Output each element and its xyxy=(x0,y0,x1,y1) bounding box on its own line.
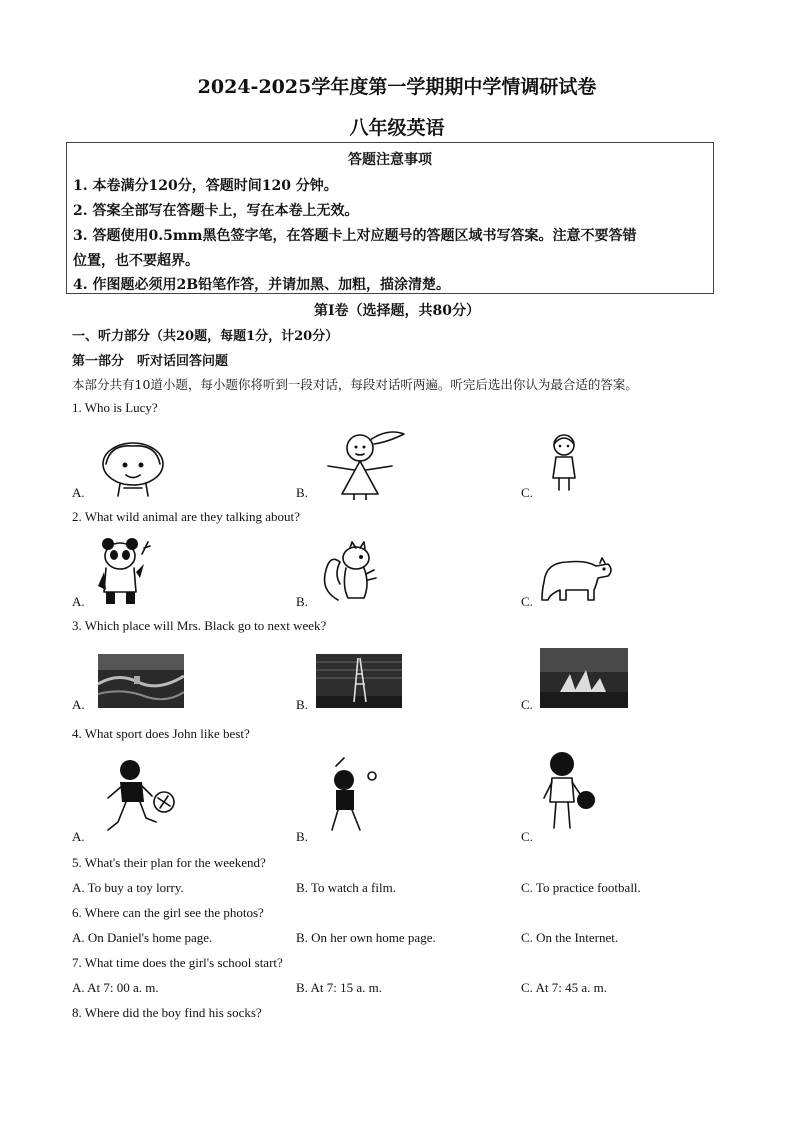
q2-option-b: B. xyxy=(296,594,308,609)
baseball-boy-icon xyxy=(322,756,382,838)
panda-icon xyxy=(96,536,152,606)
q4-option-b: B. xyxy=(296,829,308,844)
q2-option-a: A. xyxy=(72,594,85,609)
q5-option-c: C. To practice football. xyxy=(521,880,641,895)
great-wall-photo xyxy=(98,654,184,708)
q1-option-c: C. xyxy=(521,485,533,500)
q7-option-b: B. At 7: 15 a. m. xyxy=(296,980,382,995)
notice-rule-3: 3. 答题使用0.5mm黑色签字笔，在答题卡上对应题号的答题区域书写答案。注意不要答错 xyxy=(73,228,637,244)
question-3: 3. Which place will Mrs. Black go to next week? xyxy=(72,618,327,633)
girl-face-icon xyxy=(98,440,168,498)
q5-option-b: B. To watch a film. xyxy=(296,880,396,895)
question-5: 5. What's their plan for the weekend? xyxy=(72,855,266,870)
q3-option-c: C. xyxy=(521,697,533,712)
question-4: 4. What sport does John like best? xyxy=(72,726,250,741)
q3-option-b: B. xyxy=(296,697,308,712)
exam-subtitle: 八年级英语 xyxy=(349,117,445,139)
question-2: 2. What wild animal are they talking about? xyxy=(72,509,300,524)
q7-option-a: A. At 7: 00 a. m. xyxy=(72,980,159,995)
q2-option-c: C. xyxy=(521,594,533,609)
question-6: 6. Where can the girl see the photos? xyxy=(72,905,264,920)
instructions: 本部分共有10道小题，每小题你将听到一段对话，每段对话听两遍。听完后选出你认为最合适的答案。 xyxy=(72,377,638,392)
squirrel-icon xyxy=(320,540,382,604)
notice-heading: 答题注意事项 xyxy=(348,152,432,168)
q6-option-a: A. On Daniel's home page. xyxy=(72,930,213,945)
basketball-boy-icon xyxy=(540,750,600,836)
notice-box xyxy=(66,142,714,294)
q1-option-a: A. xyxy=(72,485,85,500)
q7-option-c: C. At 7: 45 a. m. xyxy=(521,980,607,995)
question-1: 1. Who is Lucy? xyxy=(72,400,158,415)
small-girl-icon xyxy=(546,432,582,494)
bear-icon xyxy=(538,554,616,602)
subsection-title: 第一部分 听对话回答问题 xyxy=(72,354,229,369)
question-7: 7. What time does the girl's school start? xyxy=(72,955,283,970)
football-boy-icon xyxy=(100,758,178,838)
q3-option-a: A. xyxy=(72,697,85,712)
q5-option-a: A. To buy a toy lorry. xyxy=(72,880,184,895)
notice-rule-1: 1. 本卷满分120分，答题时间120 分钟。 xyxy=(73,178,338,194)
opera-house-photo xyxy=(540,648,628,708)
eiffel-tower-photo xyxy=(316,654,402,708)
q6-option-b: B. On her own home page. xyxy=(296,930,436,945)
q1-option-b: B. xyxy=(296,485,308,500)
notice-rule-2: 2. 答案全部写在答题卡上，写在本卷上无效。 xyxy=(73,203,359,219)
q6-option-c: C. On the Internet. xyxy=(521,930,619,945)
q4-option-a: A. xyxy=(72,829,85,844)
part-title: 第Ⅰ卷（选择题，共80分） xyxy=(313,303,481,319)
exam-title: 2024-2025学年度第一学期期中学情调研试卷 xyxy=(197,76,597,98)
notice-rule-3-cont: 位置，也不要超界。 xyxy=(73,253,199,269)
girl-dress-icon xyxy=(322,428,408,500)
notice-rule-4: 4. 作图题必须用2B铅笔作答，并请加黑、加粗，描涂清楚。 xyxy=(73,277,451,293)
q4-option-c: C. xyxy=(521,829,533,844)
question-8: 8. Where did the boy find his socks? xyxy=(72,1005,262,1020)
section-listening: 一、听力部分（共20题，每题1分，计20分） xyxy=(72,329,339,344)
